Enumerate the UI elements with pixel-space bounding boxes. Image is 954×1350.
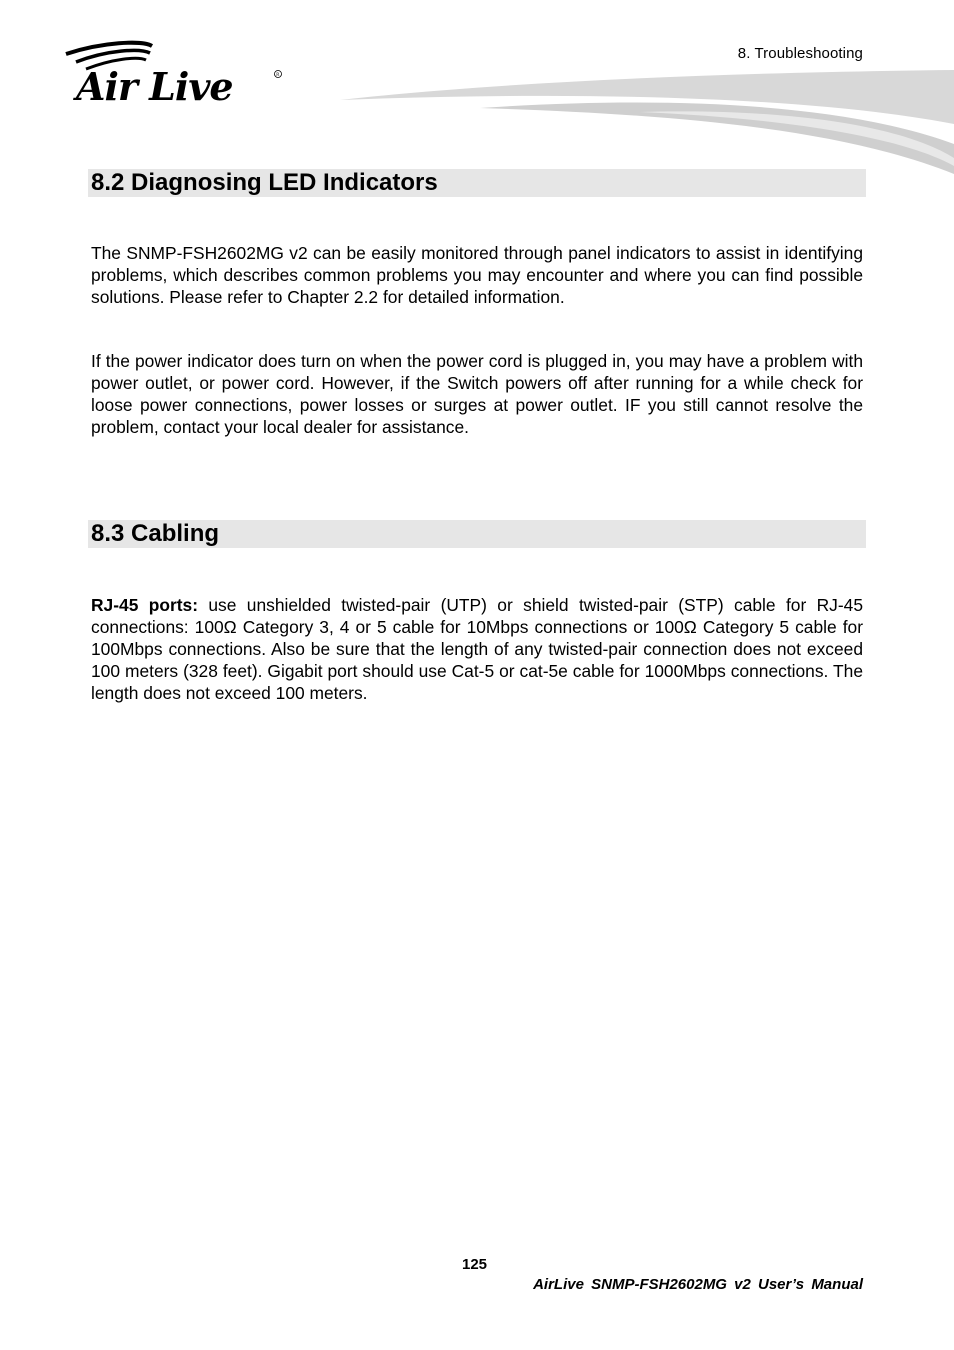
page-header	[0, 0, 954, 180]
led-paragraph-2: If the power indicator does turn on when the power cord is plugged in, you may have a problem with power outlet, or power cord. However, if the Switch powers off after running for a while check for loose power connections, power losses or surges at power outlet. IF you still cannot resolve the problem, contact your local dealer for assistance.	[91, 351, 863, 437]
page-number: 125	[462, 1256, 488, 1273]
cabling-paragraph	[91, 594, 863, 704]
section-heading-led: 8.2 Diagnosing LED Indicators	[88, 169, 866, 197]
cabling-body: use unshielded twisted-pair (UTP) or shield twisted-pair (STP) cable for RJ-45 connections: 100Ω Category 3, 4 or 5 cable for 10Mbps connections or 100Ω Category 5 cable for 100Mbps connections. Also be sure that the length of any twisted-pair connection does not exceed 100 meters (328 feet). Gigabit port should use Cat-5 or cat-5e cable for 1000Mbps connections. The length does not exceed 100 meters.	[91, 595, 864, 703]
manual-title: AirLive SNMP-FSH2602MG v2 User’s Manual	[533, 1276, 863, 1293]
header-swoosh-decoration	[340, 62, 954, 182]
svg-text:R: R	[276, 73, 280, 78]
chapter-label: 8. Troubleshooting	[737, 45, 863, 62]
airlive-logo	[62, 40, 292, 110]
cabling-lead: RJ-45 ports:	[91, 595, 199, 615]
led-paragraph-1: The SNMP-FSH2602MG v2 can be easily monitored through panel indicators to assist in identifying problems, which describes common problems you may encounter and where you can find possible solutions. Please refer to Chapter 2.2 for detailed information.	[91, 243, 863, 307]
section-heading-cabling: 8.3 Cabling	[88, 520, 866, 548]
svg-text:Air Live: Air Live	[76, 64, 233, 109]
